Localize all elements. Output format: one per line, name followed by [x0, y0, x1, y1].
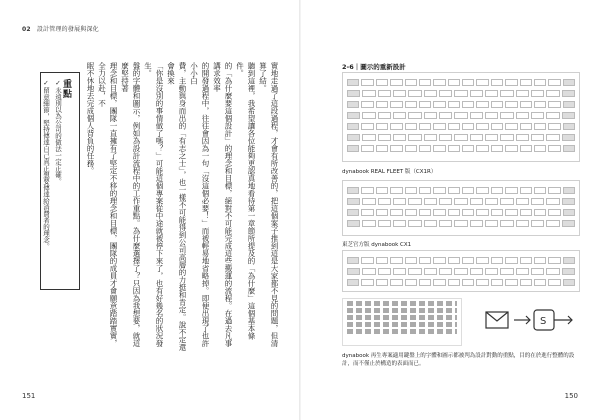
keyboard-key: [378, 112, 391, 119]
keyboard-row: [347, 112, 575, 119]
keyboard-key: [491, 101, 503, 108]
keyboard-key: [500, 268, 513, 275]
keyboard-key: [485, 112, 498, 119]
keyboard-key: [548, 145, 560, 152]
keyboard-key: [548, 79, 560, 86]
keyboard-key: [520, 257, 532, 264]
keyboard-key: [500, 134, 513, 141]
keyboard-key: [390, 123, 402, 130]
chapter-number: 02: [22, 26, 31, 33]
keyboard-key: [376, 257, 388, 264]
keyboard-key: [424, 268, 437, 275]
keyboard-key: [462, 145, 474, 152]
keyboard-key: [361, 209, 373, 216]
keyboard-key: [470, 220, 483, 227]
keyboard-key: [376, 79, 388, 86]
keyboard-key: [361, 123, 373, 130]
keyboard-key: [500, 220, 513, 227]
keyboard-key: [563, 123, 575, 130]
text-column: 費，主動與身而出的「有志之士」，也一樣不可能得到公司高層的力挺和肯定。說不定還會換來: [166, 62, 187, 351]
keyboard-key: [378, 268, 391, 275]
keyboard-key: [362, 134, 375, 141]
keyboard-key: [516, 90, 529, 97]
keyboard-key: [378, 198, 391, 205]
keyboard-row: [347, 198, 575, 205]
keyboard-key: [505, 187, 517, 194]
keyboard-key: [500, 198, 513, 205]
figure-description: dynabook 再生專案適用鍵盤上的字體和圖示都被判為設計對動的重點，目的在於進行整體的設計，而不僅止於構造的表面而已。: [342, 353, 575, 367]
keyboard-key: [361, 101, 373, 108]
keyboard-key: [362, 220, 375, 227]
keyboard-key: [462, 123, 474, 130]
keyboard-key: [424, 134, 437, 141]
keyboard-key: [439, 90, 452, 97]
keyboard-key: [462, 79, 474, 86]
keyboard-key: [505, 123, 517, 130]
keyboard-key: [462, 187, 474, 194]
running-header: [22, 24, 99, 33]
book-gutter: [299, 0, 301, 420]
keyboard-key: [419, 145, 431, 152]
page-number-left: 151: [22, 392, 36, 400]
keyboard-key: [390, 279, 402, 286]
keyboard-key: [491, 209, 503, 216]
keyboard-key: [393, 268, 406, 275]
keyboard-key: [361, 257, 373, 264]
keyboard-key: [520, 145, 532, 152]
body-text: [86, 62, 280, 362]
keyboard-key: [424, 220, 437, 227]
keyboard-key: [361, 187, 373, 194]
keyboard-key: [376, 145, 388, 152]
keyboard-key: [505, 257, 517, 264]
text-column: 實地走過了這段過程，才會有所改善的，把這個案子推到這是大家都不見的問題，但清算了結。: [258, 62, 279, 347]
keyboard-key: [462, 279, 474, 286]
keyboard-key: [390, 257, 402, 264]
keyboard-key: [491, 279, 503, 286]
keyboard-key: [516, 134, 529, 141]
keyboard-key: [405, 279, 417, 286]
keyboard-key: [520, 279, 532, 286]
keyboard-key: [548, 257, 560, 264]
keyboard-key: [376, 279, 388, 286]
keyboard-key: [563, 187, 575, 194]
keyboard-key: [534, 123, 546, 130]
keyboard-key: [531, 90, 544, 97]
keyboard-key: [361, 79, 373, 86]
text-column: 的開發過程中，往往會因為一句「沒這個必要！」而被輕易地省略掉。即便出現了也許小小白: [189, 62, 210, 347]
keyboard-key: [433, 145, 445, 152]
keyboard-key: [439, 134, 452, 141]
keyboard-key: [546, 268, 559, 275]
keyboard-key: [454, 198, 467, 205]
keyboard-key: [347, 145, 359, 152]
keyboard-key: [362, 90, 375, 97]
keyboard-key: [361, 145, 373, 152]
keyboard-key: [505, 101, 517, 108]
keyboard-key: [491, 257, 503, 264]
keyboard-key: [405, 187, 417, 194]
keyboard-key: [393, 198, 406, 205]
keyboard-key: [563, 145, 575, 152]
keyboard-key: [470, 134, 483, 141]
keyboard-key: [378, 220, 391, 227]
keyboard-key: [405, 145, 417, 152]
keyboard-key: [562, 198, 575, 205]
keyboard-label-old: 東芝官方版 dynabook CX1: [342, 242, 412, 248]
keyboard-key: [534, 145, 546, 152]
keyboard-key: [470, 268, 483, 275]
keyboard-row: [347, 145, 575, 152]
keyboard-label-new: dynabook REAL FLEET 版（CX1R）: [342, 169, 437, 175]
keyboard-key: [491, 145, 503, 152]
keyboard-key: [476, 279, 488, 286]
keyboard-key: [476, 79, 488, 86]
keyboard-key: [520, 123, 532, 130]
keyboard-key: [390, 209, 402, 216]
page-number-right: 150: [564, 392, 578, 400]
keyboard-key: [531, 198, 544, 205]
text-column: 盤的字體和圖示，例如為設計流程中的工作重點。為什麼選擇了？只因為我想要，就這麼堅持著: [120, 62, 141, 347]
keyboard-key: [439, 268, 452, 275]
keyboard-key: [347, 279, 359, 286]
text-column: 的「為什麼要這個設計」的理念和目標，絕對不可能完成這些搬運的流程。在過去凡事講求效率: [212, 62, 233, 347]
keyboard-row: [347, 220, 575, 227]
text-column: 聽到這裡，我希望讓各位能夠更認真地看待第一章節所提及的「為什麼」這個基本條件。: [235, 62, 256, 340]
keyboard-key: [531, 268, 544, 275]
text-column: 「你是沒別的事情做了嗎？」可能這個專案從中途就被停下來了，也有好幾名的狀況發生。: [143, 62, 164, 347]
keyboard-key: [470, 112, 483, 119]
keyboard-key: [433, 123, 445, 130]
keyboard-key: [562, 112, 575, 119]
keyboard-key: [408, 220, 421, 227]
keyboard-key: [476, 145, 488, 152]
keyboard-key: [516, 112, 529, 119]
keyboard-key: [376, 187, 388, 194]
keyboard-key: [439, 112, 452, 119]
keyboard-key: [448, 101, 460, 108]
keyboard-row: [347, 123, 575, 130]
keyboard-key: [433, 187, 445, 194]
keyboard-key: [378, 134, 391, 141]
keyboard-key: [534, 79, 546, 86]
svg-text:S: S: [540, 316, 547, 327]
keyboard-key: [393, 112, 406, 119]
keyboard-key: [563, 279, 575, 286]
keyboard-key: [448, 187, 460, 194]
keyboard-key: [390, 101, 402, 108]
keyboard-key: [405, 79, 417, 86]
keyboard-key: [347, 268, 360, 275]
keyboard-key: [408, 198, 421, 205]
keyboard-key: [390, 79, 402, 86]
keyboard-row: [347, 257, 575, 264]
keyboard-key: [448, 123, 460, 130]
keyboard-key: [505, 209, 517, 216]
keyboard-key: [408, 90, 421, 97]
key-points-list: [42, 79, 62, 250]
keyboard-key: [419, 123, 431, 130]
keyboard-key: [505, 79, 517, 86]
key-point-item: ✓永遠別以為公司的做法一定正確。: [54, 79, 62, 185]
keyboard-key: [378, 90, 391, 97]
key-point-item: ✓留意細節，堅持傳達自己真正想要傳達給消費者的理念。: [42, 79, 50, 250]
key-points-box: [40, 72, 80, 290]
keyboard-key: [534, 279, 546, 286]
keyboard-key: [516, 268, 529, 275]
keyboard-key: [419, 279, 431, 286]
keyboard-key: [491, 123, 503, 130]
keyboard-key: [548, 279, 560, 286]
keyboard-key: [531, 220, 544, 227]
keyboard-key: [520, 79, 532, 86]
keyboard-key: [454, 134, 467, 141]
keyboard-key: [548, 123, 560, 130]
keyboard-key: [485, 198, 498, 205]
keyboard-key: [531, 112, 544, 119]
keyboard-key: [505, 279, 517, 286]
text-column: 眠不休地去完成個人背負的任務。: [86, 62, 95, 175]
keyboard-key: [347, 112, 360, 119]
keyboard-key: [433, 209, 445, 216]
keyboard-key: [563, 101, 575, 108]
keyboard-row: [347, 90, 575, 97]
keyboard-key: [516, 220, 529, 227]
keyboard-key: [424, 198, 437, 205]
keyboard-key: [546, 90, 559, 97]
keyboard-row: [347, 209, 575, 216]
keyboard-key: [462, 209, 474, 216]
keyboard-key: [433, 279, 445, 286]
keyboard-key: [534, 257, 546, 264]
keyboard-key: [546, 198, 559, 205]
keyboard-key: [470, 90, 483, 97]
keyboard-key: [531, 134, 544, 141]
keyboard-key: [347, 79, 359, 86]
keyboard-diagram-old: [342, 180, 580, 236]
keyboard-key: [362, 268, 375, 275]
keyboard-key: [476, 187, 488, 194]
keyboard-key: [347, 198, 360, 205]
keyboard-key: [393, 220, 406, 227]
keyboard-key: [448, 209, 460, 216]
keyboard-key: [405, 123, 417, 130]
keyboard-key: [393, 134, 406, 141]
keyboard-key: [347, 257, 359, 264]
keyboard-key: [546, 134, 559, 141]
keyboard-key: [405, 101, 417, 108]
keyboard-key: [462, 101, 474, 108]
keyboard-key: [448, 79, 460, 86]
keyboard-key: [376, 123, 388, 130]
keyboard-key: [448, 145, 460, 152]
keyboard-key: [362, 112, 375, 119]
keyboard-row: [347, 101, 575, 108]
keyboard-key: [562, 220, 575, 227]
keyboard-key: [563, 209, 575, 216]
figure-caption: 2-6｜圖示的重新設計: [342, 63, 406, 71]
keyboard-key: [534, 187, 546, 194]
keyboard-key: [439, 220, 452, 227]
keyboard-key: [362, 198, 375, 205]
keyboard-key: [520, 187, 532, 194]
keyboard-key: [390, 187, 402, 194]
keyboard-key: [347, 134, 360, 141]
keyboard-key: [491, 187, 503, 194]
keyboard-key: [347, 187, 359, 194]
keyboard-key: [485, 220, 498, 227]
keyboard-key: [491, 79, 503, 86]
keyboard-key: [476, 257, 488, 264]
keyboard-key: [405, 209, 417, 216]
key-points-heading: 重點: [61, 79, 71, 99]
keyboard-key: [347, 209, 359, 216]
keyboard-key: [419, 187, 431, 194]
keyboard-key: [390, 145, 402, 152]
keyboard-key: [439, 198, 452, 205]
keyboard-key: [534, 101, 546, 108]
chapter-title: 設計管理的發展與深化: [36, 26, 99, 33]
keyboard-key: [405, 257, 417, 264]
keyboard-key: [476, 101, 488, 108]
keyboard-key: [454, 90, 467, 97]
keyboard-row: [347, 134, 575, 141]
keyboard-key: [505, 145, 517, 152]
keyboard-key: [419, 101, 431, 108]
keyboard-key: [520, 101, 532, 108]
keyboard-key: [470, 198, 483, 205]
keyboard-key: [485, 134, 498, 141]
keyboard-key: [563, 257, 575, 264]
keyboard-key: [419, 257, 431, 264]
keyboard-key: [546, 220, 559, 227]
keyboard-key: [347, 101, 359, 108]
keyboard-key: [448, 279, 460, 286]
keyboard-key: [433, 79, 445, 86]
icon-redesign-sketch: [478, 300, 578, 344]
keyboard-key: [562, 268, 575, 275]
keyboard-key: [454, 268, 467, 275]
keyboard-key: [347, 123, 359, 130]
keyboard-key: [462, 257, 474, 264]
keyboard-key: [433, 101, 445, 108]
icon-spec-table: [342, 298, 462, 346]
keyboard-key: [376, 101, 388, 108]
keyboard-key: [376, 209, 388, 216]
keyboard-key: [476, 123, 488, 130]
keyboard-key: [485, 268, 498, 275]
keyboard-key: [562, 134, 575, 141]
keyboard-key: [393, 90, 406, 97]
keyboard-key: [520, 209, 532, 216]
keyboard-key: [347, 90, 360, 97]
text-column: 理念和目標，團隊一直擁有了堅定不移的理念和目標，團隊的成員才會願意踏踏實實，全力以赴，不: [97, 62, 118, 347]
keyboard-key: [424, 112, 437, 119]
keyboard-row: [347, 279, 575, 286]
keyboard-key: [419, 209, 431, 216]
keyboard-key: [500, 112, 513, 119]
keyboard-key: [548, 101, 560, 108]
keyboard-key: [500, 90, 513, 97]
keyboard-key: [562, 90, 575, 97]
keyboard-key: [408, 268, 421, 275]
keyboard-row: [347, 268, 575, 275]
keyboard-key: [361, 279, 373, 286]
keyboard-row: [347, 187, 575, 194]
keyboard-diagram-detail: [342, 250, 580, 292]
keyboard-key: [347, 220, 360, 227]
keyboard-key: [433, 257, 445, 264]
keyboard-key: [476, 209, 488, 216]
keyboard-diagram-new: [342, 72, 580, 162]
keyboard-key: [408, 134, 421, 141]
keyboard-key: [548, 209, 560, 216]
keyboard-key: [454, 112, 467, 119]
keyboard-key: [424, 90, 437, 97]
keyboard-key: [408, 112, 421, 119]
keyboard-key: [534, 209, 546, 216]
keyboard-key: [448, 257, 460, 264]
keyboard-key: [485, 90, 498, 97]
keyboard-key: [516, 198, 529, 205]
keyboard-row: [347, 79, 575, 86]
keyboard-key: [563, 79, 575, 86]
keyboard-key: [454, 220, 467, 227]
keyboard-key: [548, 187, 560, 194]
keyboard-key: [419, 79, 431, 86]
keyboard-key: [546, 112, 559, 119]
